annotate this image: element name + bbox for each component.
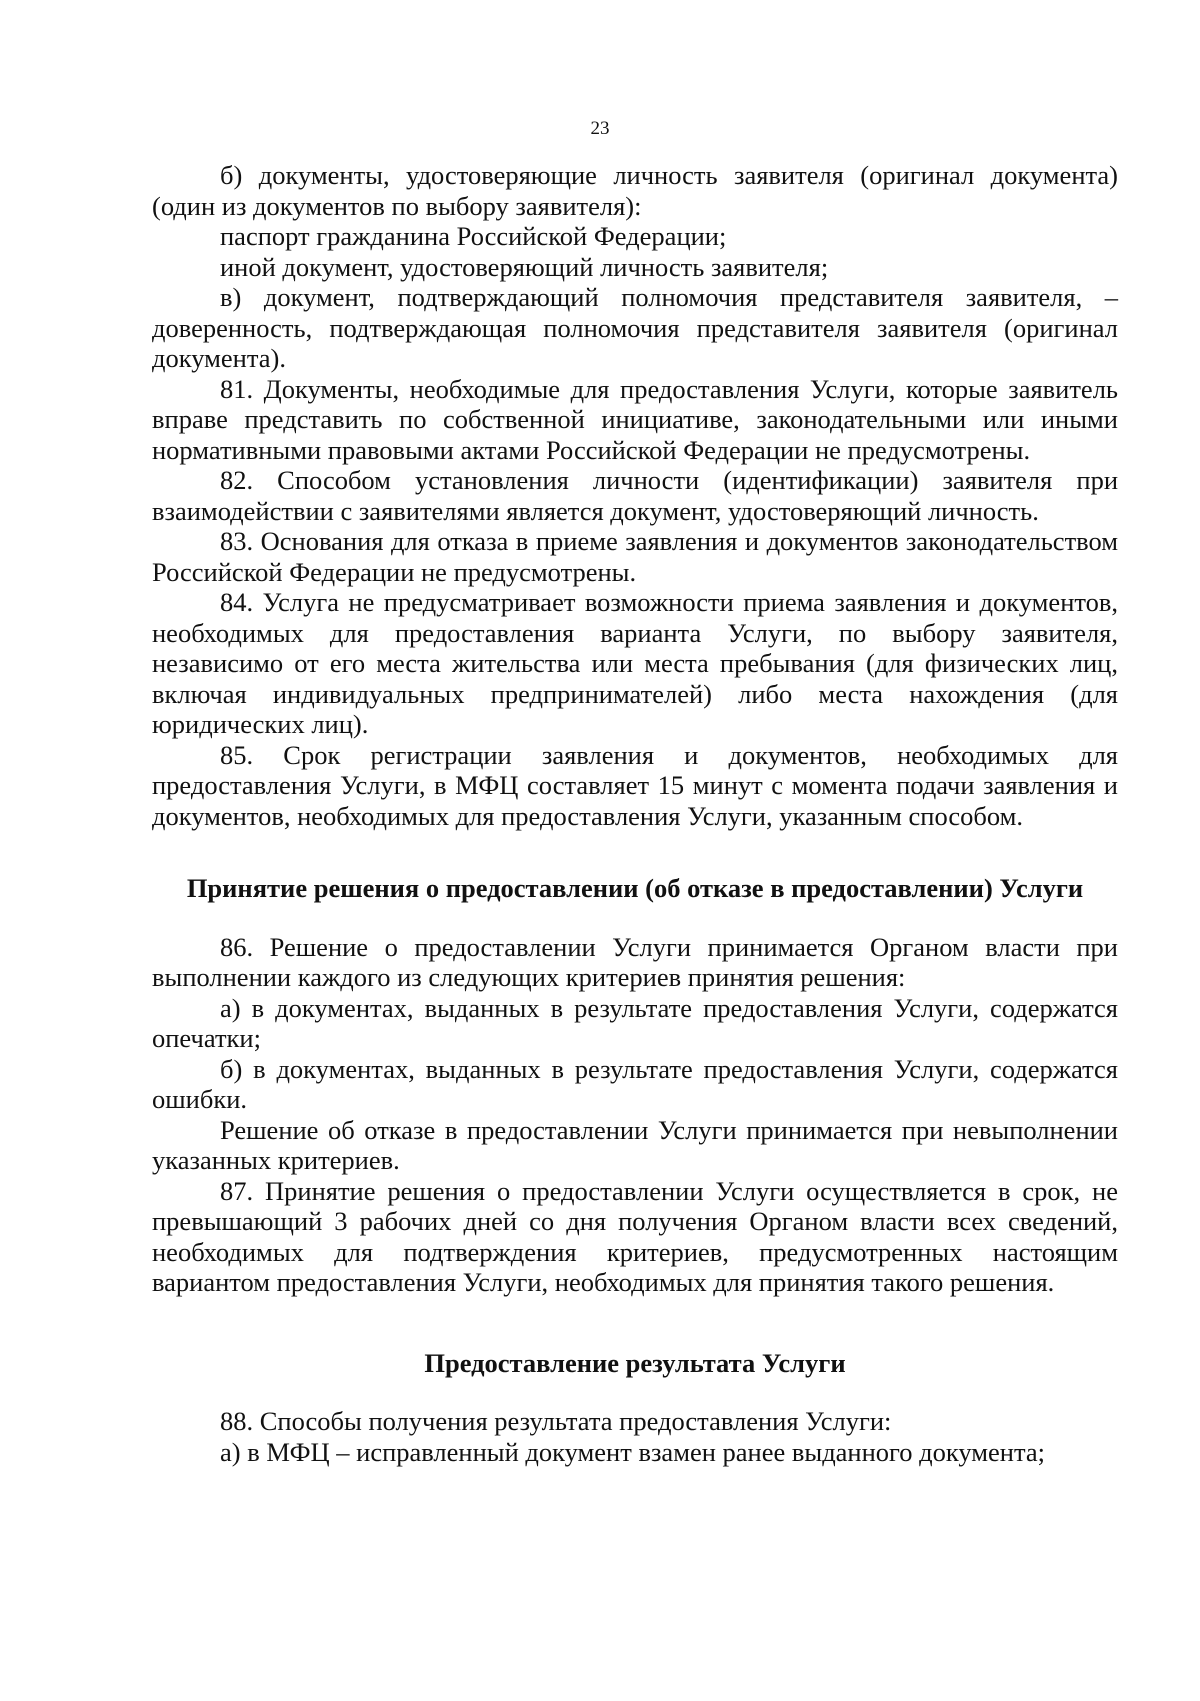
paragraph-86-a: а) в документах, выданных в результате предоставления Услуги, содержатся опечатки; xyxy=(152,992,1118,1053)
paragraph-82: 82. Способом установления личности (идентификации) заявителя при взаимодействии с заявителями является документ, удостоверяющий личность. xyxy=(152,465,1118,526)
paragraph-86: 86. Решение о предоставлении Услуги принимается Органом власти при выполнении каждого из следующих критериев принятия решения: xyxy=(152,931,1118,992)
paragraph-87: 87. Принятие решения о предоставлении Услуги осуществляется в срок, не превышающий 3 рабочих дней со дня получения Органом власти всех сведений, необходимых для подтверждения критериев, предусмотренных настоящим вариантом предоставления Услуги, необходимых для принятия такого решения. xyxy=(152,1175,1118,1297)
paragraph-passport: паспорт гражданина Российской Федерации; xyxy=(220,221,727,251)
paragraph-85: 85. Срок регистрации заявления и документов, необходимых для предоставления Услуги, в МФЦ составляет 15 минут с момента подачи заявления и документов, необходимых для предоставления Услуги, указанным способом. xyxy=(152,739,1118,831)
paragraph-v-power-of-attorney: в) документ, подтверждающий полномочия представителя заявителя, – доверенность, подтверждающая полномочия представителя заявителя (оригинал документа). xyxy=(152,282,1118,373)
paragraph-81: 81. Документы, необходимые для предоставления Услуги, которые заявитель вправе представить по собственной инициативе, законодательными или иными нормативными правовыми актами Российской Федерации не предусмотрены. xyxy=(152,373,1118,465)
paragraph-83: 83. Основания для отказа в приеме заявления и документов законодательством Российской Федерации не предусмотрены. xyxy=(152,526,1118,587)
paragraph-other-id: иной документ, удостоверяющий личность заявителя; xyxy=(220,251,829,282)
paragraph-86-b: б) в документах, выданных в результате предоставления Услуги, содержатся ошибки. xyxy=(152,1053,1118,1114)
paragraph-refusal: Решение об отказе в предоставлении Услуги принимается при невыполнении указанных критериев. xyxy=(152,1114,1118,1175)
section-heading-result: Предоставление результата Услуги xyxy=(424,1347,846,1378)
section-heading-decision: Принятие решения о предоставлении (об отказе в предоставлении) Услуги xyxy=(186,873,1084,903)
document-body xyxy=(152,160,1118,1467)
paragraph-88-a: а) в МФЦ – исправленный документ взамен ранее выданного документа; xyxy=(220,1436,1046,1467)
paragraph-88: 88. Способы получения результата предоставления Услуги: xyxy=(220,1406,892,1436)
paragraph-84: 84. Услуга не предусматривает возможности приема заявления и документов, необходимых для предоставления варианта Услуги, по выбору заявителя, независимо от его места жительства или места пребывания (для физических лиц, включая индивидуальных предпринимателей) либо места нахождения (для юридических лиц). xyxy=(152,587,1118,739)
page-number: 23 xyxy=(590,118,610,139)
paragraph-b-identity-docs: б) документы, удостоверяющие личность заявителя (оригинал документа) (один из документов по выбору заявителя): xyxy=(152,160,1118,221)
